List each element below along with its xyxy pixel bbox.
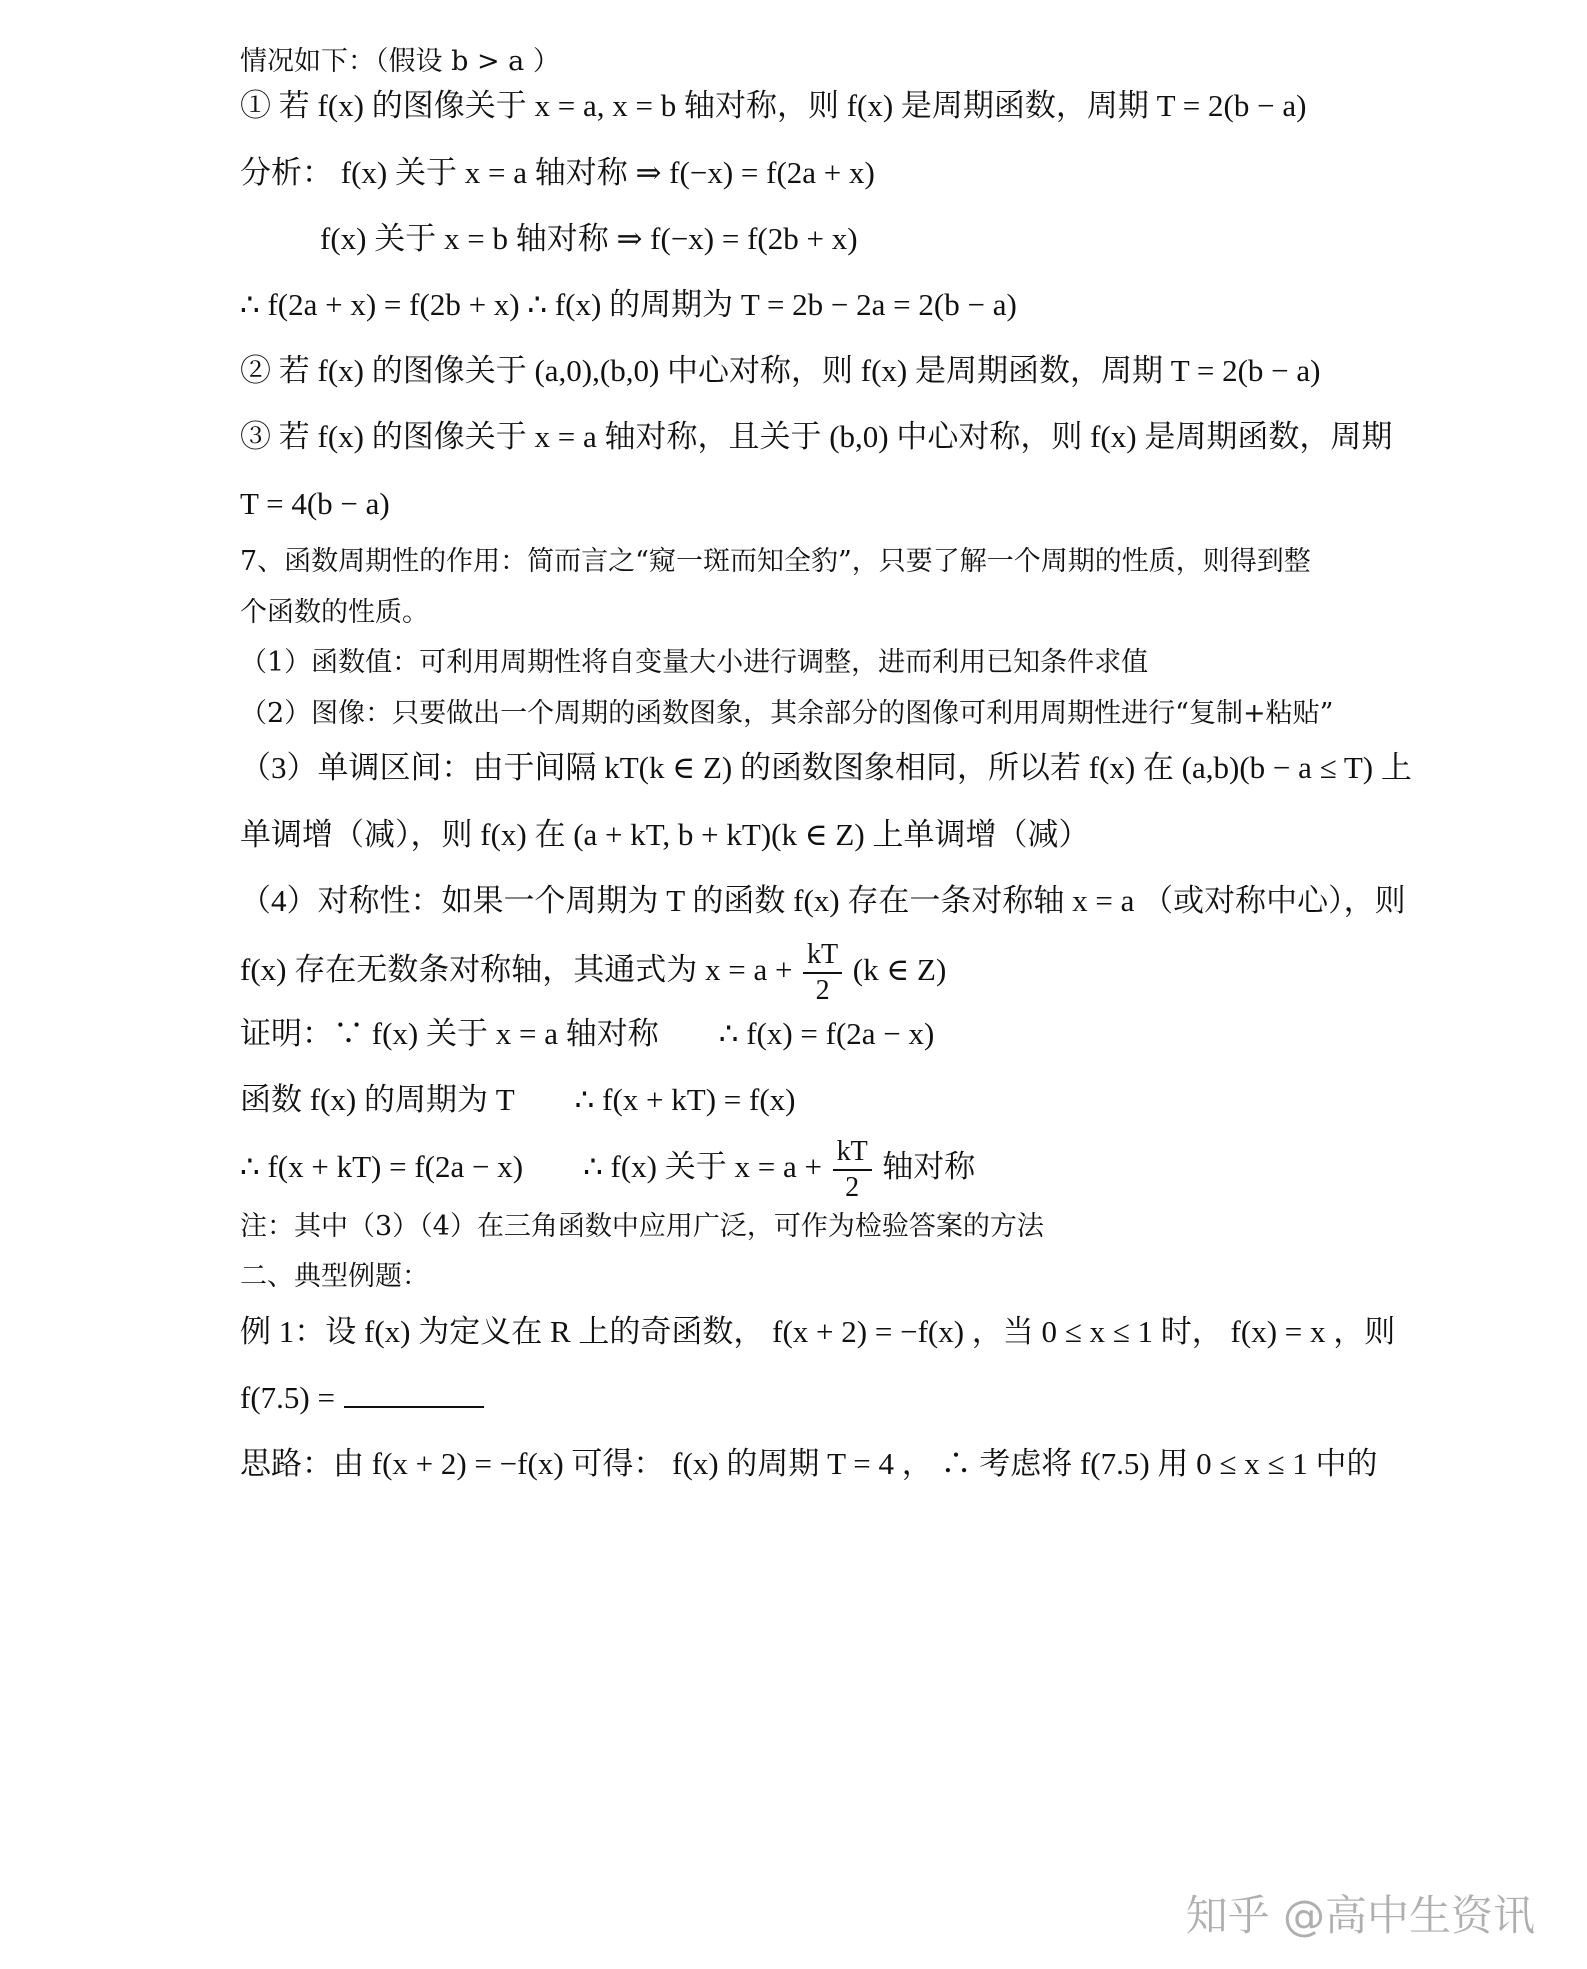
proof-line-3: ∴ f(x + kT) = f(2a − x) ∴ f(x) 关于 x = a + $\frac{kT}{2}$ 轴对称 xyxy=(240,1135,976,1203)
solution-idea: 思路：由 f(x + 2) = −f(x) 可得： f(x) 的周期 T = 4 ， ∴ 考虑将 f(7.5) 用 0 ≤ x ≤ 1 中的 xyxy=(240,1446,1378,1481)
analysis-line-1: 分析： f(x) 关于 x = a 轴对称 ⇒ f(−x) = f(2a + x) xyxy=(240,155,875,190)
property-3: ③ 若 f(x) 的图像关于 x = a 轴对称，且关于 (b,0) 中心对称，则 f(x) 是周期函数，周期 xyxy=(240,419,1393,454)
example-1-answer: f(7.5) = xyxy=(240,1376,1347,1422)
proof-line-2: 函数 f(x) 的周期为 T ∴ f(x + kT) = f(x) xyxy=(240,1082,796,1117)
property-1: ① 若 f(x) 的图像关于 x = a, x = b 轴对称，则 f(x) 是周期函数，周期 T = 2(b − a) xyxy=(240,88,1307,123)
proof-line-1: 证明：∵ f(x) 关于 x = a 轴对称 ∴ f(x) = f(2a − x) xyxy=(240,1016,935,1051)
item-3-cont: 单调增（减），则 f(x) 在 (a + kT, b + kT)(k ∈ Z) 上单调增（减） xyxy=(240,817,1090,852)
item-4-formula: f(x) 存在无数条对称轴，其通式为 x = a + $\frac{kT}{2}$ (k ∈ Z) xyxy=(240,938,947,1006)
property-3-period: T = 4(b − a) xyxy=(240,486,390,521)
analysis-line-2: f(x) 关于 x = b 轴对称 ⇒ f(−x) = f(2b + x) xyxy=(320,221,858,256)
fraction-kT-over-2: $\frac{kT}{2}$ xyxy=(833,1135,872,1205)
text-line: 情况如下：（假设 b > a ） xyxy=(240,46,560,77)
item-1: （1）函数值：可利用周期性将自变量大小进行调整，进而利用已知条件求值 xyxy=(240,647,1149,678)
analysis-conclusion: ∴ f(2a + x) = f(2b + x) ∴ f(x) 的周期为 T = 2b − 2a = 2(b − a) xyxy=(240,287,1017,322)
answer-blank[interactable] xyxy=(344,1376,484,1408)
section-2-heading: 二、典型例题： xyxy=(240,1261,429,1292)
item-3: （3）单调区间：由于间隔 kT(k ∈ Z) 的函数图象相同，所以若 f(x) 在 (a,b)(b − a ≤ T) 上 xyxy=(240,750,1412,785)
zhihu-watermark: 知乎 @高中生资讯 xyxy=(1185,1891,1535,1940)
section-7-heading-cont: 个函数的性质。 xyxy=(240,597,429,628)
property-2: ② 若 f(x) 的图像关于 (a,0),(b,0) 中心对称，则 f(x) 是周期函数，周期 T = 2(b − a) xyxy=(240,353,1321,388)
item-4: （4）对称性：如果一个周期为 T 的函数 f(x) 存在一条对称轴 x = a （或对称中心），则 xyxy=(240,883,1406,918)
example-1: 例 1：设 f(x) 为定义在 R 上的奇函数， f(x + 2) = −f(x) ，当 0 ≤ x ≤ 1 时， f(x) = x ，则 xyxy=(240,1314,1396,1349)
item-2: （2）图像：只要做出一个周期的函数图象，其余部分的图像可利用周期性进行“复制+粘贴” xyxy=(240,698,1334,729)
note-line: 注：其中（3）（4）在三角函数中应用广泛，可作为检验答案的方法 xyxy=(240,1211,1044,1242)
fraction-kT-over-2: $\frac{kT}{2}$ xyxy=(803,938,842,1008)
section-7-heading: 7、函数周期性的作用：简而言之“窥一斑而知全豹”，只要了解一个周期的性质，则得到整 xyxy=(240,546,1311,577)
